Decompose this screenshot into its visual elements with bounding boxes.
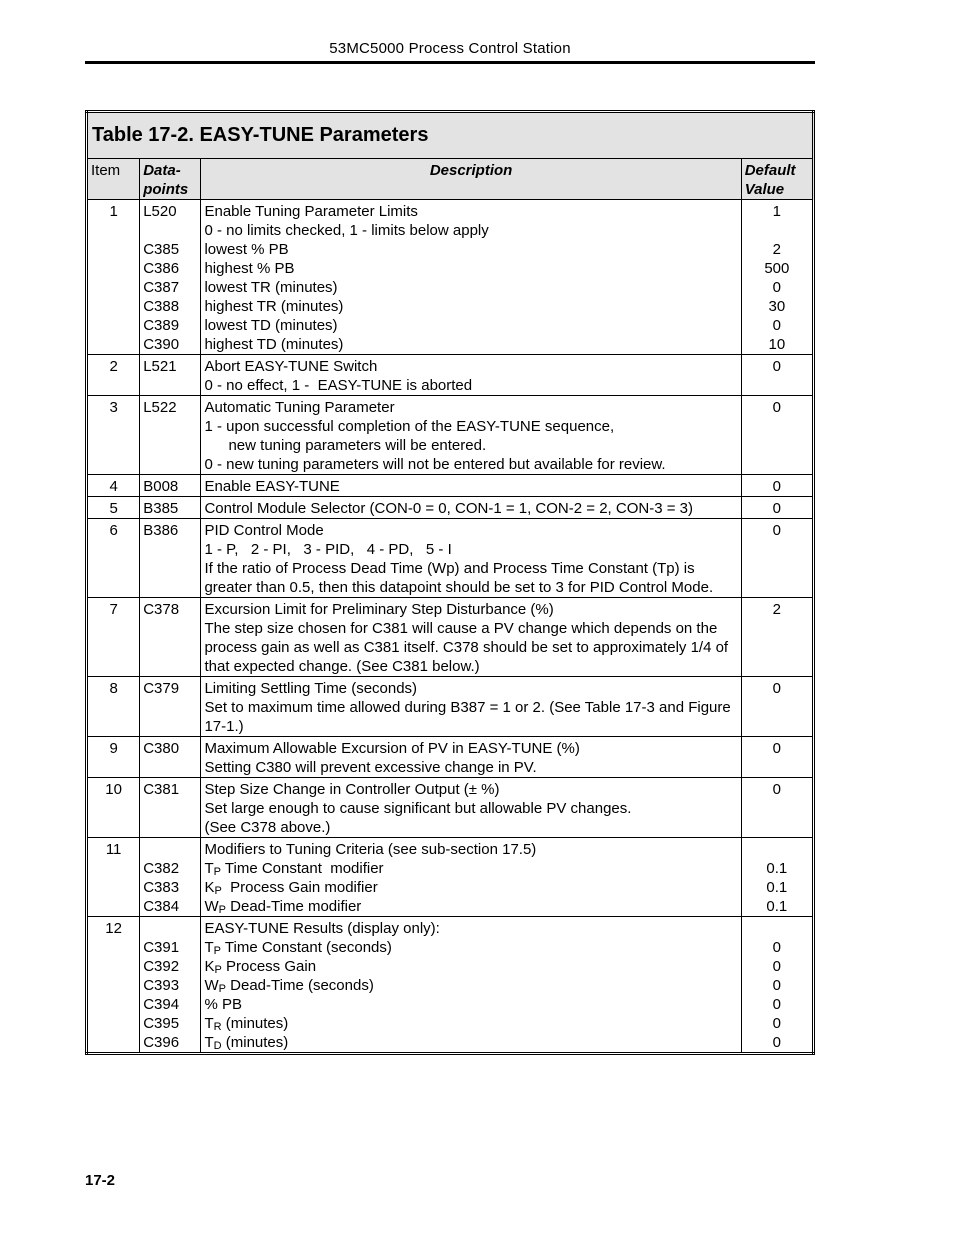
description-cell: Step Size Change in Controller Output (± %) Set large enough to cause significant but allowable PV changes. (See C378 above.) — [201, 778, 741, 838]
description-cell: Automatic Tuning Parameter 1 - upon successful completion of the EASY-TUNE sequence, new tuning parameters will be entered. 0 - new tuning parameters will not be entered but available for review. — [201, 396, 741, 475]
default-value-cell: 0 — [741, 396, 813, 475]
default-value-cell: 0 — [741, 778, 813, 838]
datapoints-cell: L521 — [140, 355, 201, 396]
datapoints-cell: L520 C385 C386 C387 C388 C389 C390 — [140, 200, 201, 355]
table-row — [87, 396, 814, 475]
description-cell: Abort EASY-TUNE Switch 0 - no effect, 1 - EASY-TUNE is aborted — [201, 355, 741, 396]
item-number: 1 — [87, 200, 140, 355]
header-rule — [85, 61, 815, 64]
table-row — [87, 778, 814, 838]
easy-tune-table — [85, 110, 815, 1055]
running-header: 53MC5000 Process Control Station — [329, 40, 571, 57]
table-row — [87, 200, 814, 355]
description-cell: EASY-TUNE Results (display only): $T_P$ Time Constant (seconds) $K_P$ Process Gain $W_P$ Dead-Time (seconds) % PB $T_R$ (minutes) $T_D$ (minutes) — [201, 917, 741, 1054]
datapoints-cell: B386 — [140, 519, 201, 598]
table-row — [87, 355, 814, 396]
datapoints-cell: C379 — [140, 677, 201, 737]
description-cell: Modifiers to Tuning Criteria (see sub-section 17.5) $T_P$ Time Constant modifier $K_P$ Process Gain modifier $W_P$ Dead-Time modifier — [201, 838, 741, 917]
description-cell: Maximum Allowable Excursion of PV in EASY-TUNE (%) Setting C380 will prevent excessive change in PV. — [201, 737, 741, 778]
datapoints-cell: C381 — [140, 778, 201, 838]
description-cell: Control Module Selector (CON-0 = 0, CON-1 = 1, CON-2 = 2, CON-3 = 3) — [201, 497, 741, 519]
datapoints-cell: B385 — [140, 497, 201, 519]
default-value-cell: 0 — [741, 475, 813, 497]
table-title: Table 17-2. EASY-TUNE Parameters — [87, 112, 814, 159]
default-value-cell: 1 2 500 0 30 0 10 — [741, 200, 813, 355]
table-row — [87, 677, 814, 737]
description-cell: Enable Tuning Parameter Limits 0 - no limits checked, 1 - limits below apply lowest % PB highest % PB lowest TR (minutes) highest TR (minutes) lowest TD (minutes) highest TD (minutes) — [201, 200, 741, 355]
item-number: 8 — [87, 677, 140, 737]
default-value-cell: 0.1 0.1 0.1 — [741, 838, 813, 917]
item-number: 7 — [87, 598, 140, 677]
item-number: 10 — [87, 778, 140, 838]
default-value-cell: 0 — [741, 497, 813, 519]
table-row — [87, 497, 814, 519]
default-value-cell: 2 — [741, 598, 813, 677]
default-value-cell: 0 0 0 0 0 0 — [741, 917, 813, 1054]
datapoints-cell: L522 — [140, 396, 201, 475]
default-value-cell: 0 — [741, 519, 813, 598]
item-number: 12 — [87, 917, 140, 1054]
item-number: 4 — [87, 475, 140, 497]
datapoints-cell: B008 — [140, 475, 201, 497]
description-cell: Excursion Limit for Preliminary Step Disturbance (%) The step size chosen for C381 will cause a PV change which depends on the process gain as well as C381 itself. C378 should be set to approximately 1/4 of that expected change. (See C381 below.) — [201, 598, 741, 677]
item-number: 2 — [87, 355, 140, 396]
col-header-datapoints: Data- points — [140, 159, 201, 200]
datapoints-cell: C380 — [140, 737, 201, 778]
item-number: 11 — [87, 838, 140, 917]
default-value-cell: 0 — [741, 737, 813, 778]
default-value-cell: 0 — [741, 355, 813, 396]
table-row — [87, 598, 814, 677]
item-number: 5 — [87, 497, 140, 519]
col-header-default-value: Default Value — [741, 159, 813, 200]
datapoints-cell: C391 C392 C393 C394 C395 C396 — [140, 917, 201, 1054]
table-row — [87, 519, 814, 598]
page-number: 17-2 — [85, 1172, 116, 1189]
table-row — [87, 838, 814, 917]
description-cell: Limiting Settling Time (seconds) Set to maximum time allowed during B387 = 1 or 2. (See Table 17-3 and Figure 17-1.) — [201, 677, 741, 737]
item-number: 3 — [87, 396, 140, 475]
item-number: 9 — [87, 737, 140, 778]
col-header-description: Description — [201, 159, 741, 200]
description-cell: Enable EASY-TUNE — [201, 475, 741, 497]
datapoints-cell: C382 C383 C384 — [140, 838, 201, 917]
table-row — [87, 917, 814, 1054]
default-value-cell: 0 — [741, 677, 813, 737]
table-row — [87, 475, 814, 497]
easy-tune-table-container — [85, 110, 815, 1055]
table-row — [87, 737, 814, 778]
col-header-item: Item — [87, 159, 140, 200]
datapoints-cell: C378 — [140, 598, 201, 677]
description-cell: PID Control Mode 1 - P, 2 - PI, 3 - PID, 4 - PD, 5 - I If the ratio of Process Dead Time (Wp) and Process Time Constant (Tp) is greater than 0.5, then this datapoint should be set to 3 for PID Control Mode. — [201, 519, 741, 598]
item-number: 6 — [87, 519, 140, 598]
